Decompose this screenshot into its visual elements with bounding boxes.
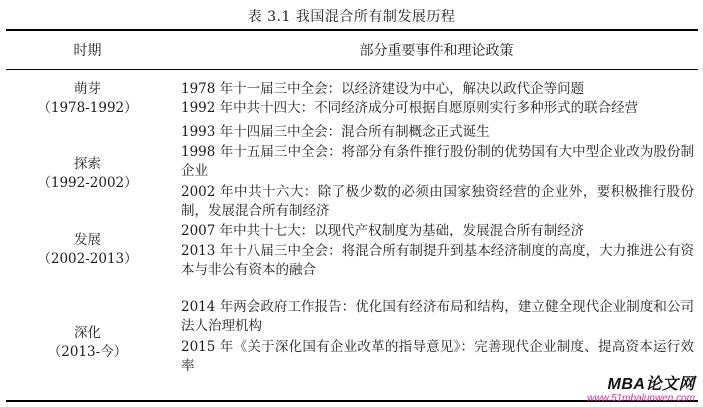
period-cell-exploration: [0, 155, 175, 193]
header-period: 时期: [73, 43, 102, 59]
period-name: 萌芽: [74, 81, 101, 97]
event-entry: 2013 年十八届三中全会：将混合所有制提升到基本经济制度的高度，大力推进公有资本与非公有资本的融合: [181, 243, 694, 278]
event-entry: 2002 年中共十六大：除了极少数的必须由国家独资经营的企业外，要积极推行股份制，发展混合所有制经济: [181, 184, 694, 219]
watermark-logo: MBA论文网: [607, 376, 695, 393]
period-years: （1992-2002）: [37, 175, 138, 191]
table-caption: 表 3.1 我国混合所有制发展历程: [247, 9, 456, 25]
event-entry: 2015 年《关于深化国有企业改革的指导意见》：完善现代企业制度、提高资本运行效率: [181, 339, 694, 374]
table-top-rule: [6, 29, 698, 31]
header-events: 部分重要事件和理论政策: [359, 43, 514, 59]
period-name: 发展: [74, 232, 101, 248]
event-entry: 1998 年十五届三中全会：将部分有条件推行股份制的优势国有大中型企业改为股份制企业: [181, 144, 694, 179]
site-watermark: [587, 377, 695, 404]
event-entry: 1978 年十一届三中全会：以经济建设为中心，解决以政代企等问题: [181, 81, 585, 97]
period-years: （2013-今）: [47, 344, 128, 360]
period-cell-deepening: [0, 324, 175, 362]
period-name: 探索: [74, 156, 101, 172]
watermark-url: www.51mbalunwen.com: [587, 393, 695, 404]
period-years: （1978-1992）: [37, 100, 138, 116]
event-entry: 1992 年中共十四大：不同经济成分可根据自愿原则实行多种形式的联合经营: [181, 100, 639, 116]
period-cell-development: [0, 231, 175, 269]
table-header-rule: [6, 69, 698, 70]
event-entry: 1993 年十四届三中全会：混合所有制概念正式诞生: [181, 124, 490, 140]
period-name: 深化: [74, 325, 101, 341]
event-entry: 2007 年中共十七大：以现代产权制度为基础，发展混合所有制经济: [181, 223, 585, 239]
event-entry: 2014 年两会政府工作报告：优化国有经济布局和结构，建立健全现代企业制度和公司法人治理机构: [181, 299, 694, 334]
period-cell-budding: [0, 80, 175, 118]
period-years: （2002-2013）: [37, 251, 138, 267]
